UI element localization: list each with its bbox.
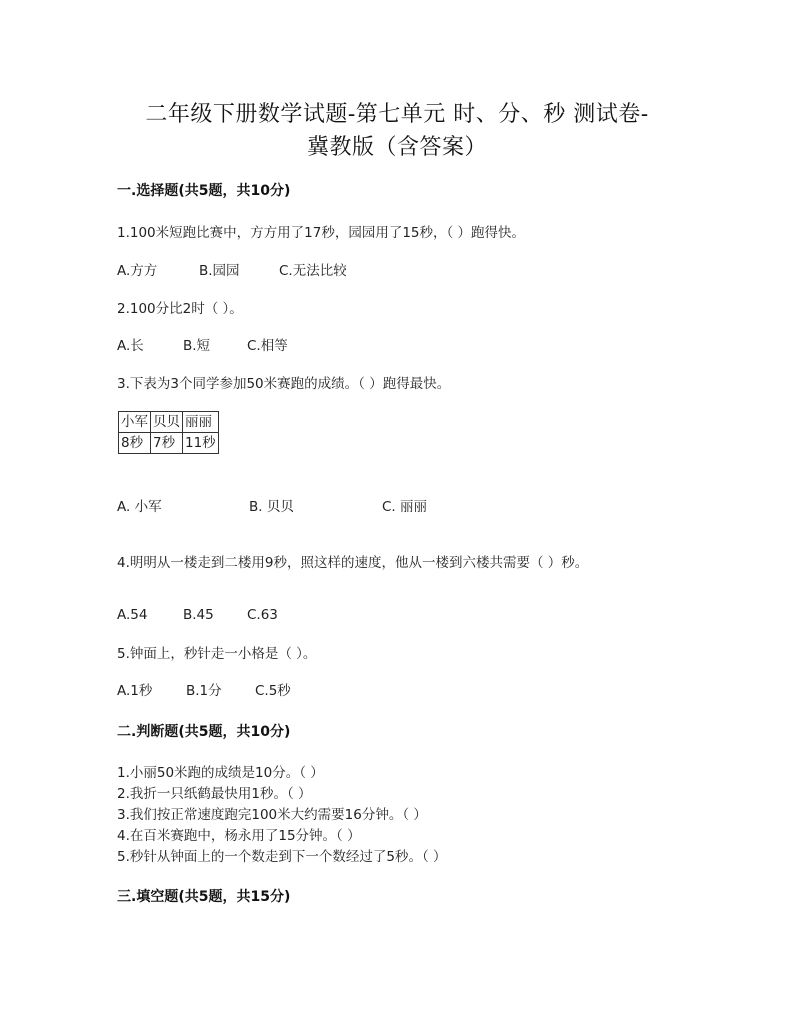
score-table-header-cell: 贝贝 bbox=[151, 412, 183, 433]
score-table-header-cell: 丽丽 bbox=[183, 412, 219, 433]
question-5-option-c: C.5秒 bbox=[255, 683, 291, 699]
question-3-option-b: B. 贝贝 bbox=[249, 499, 294, 515]
score-table-value-cell: 8秒 bbox=[119, 433, 151, 454]
judgement-item: 1.小丽50米跑的成绩是10分。（ ） bbox=[117, 765, 324, 781]
question-1-text: 1.100米短跑比赛中，方方用了17秒，园园用了15秒，（ ）跑得快。 bbox=[117, 225, 526, 241]
judgement-item: 4.在百米赛跑中，杨永用了15分钟。（ ） bbox=[117, 828, 361, 844]
score-table-value-cell: 7秒 bbox=[151, 433, 183, 454]
question-5-option-b: B.1分 bbox=[186, 683, 222, 699]
question-1-option-c: C.无法比较 bbox=[279, 263, 347, 279]
question-5-option-a: A.1秒 bbox=[117, 683, 153, 699]
score-table-value-cell: 11秒 bbox=[183, 433, 219, 454]
score-table bbox=[118, 411, 219, 454]
question-1-option-b: B.园园 bbox=[199, 263, 240, 279]
question-3-text: 3.下表为3个同学参加50米赛跑的成绩。（ ）跑得最快。 bbox=[117, 376, 451, 392]
question-2-option-a: A.长 bbox=[117, 338, 144, 354]
score-table-value-row bbox=[119, 433, 219, 454]
question-2-option-c: C.相等 bbox=[247, 338, 288, 354]
question-2-text: 2.100分比2时（ ）。 bbox=[117, 301, 243, 317]
judgement-list bbox=[117, 763, 447, 868]
section1-heading: 一.选择题(共5题，共10分) bbox=[117, 183, 291, 199]
question-2-option-b: B.短 bbox=[183, 338, 211, 354]
question-3-option-a: A. 小军 bbox=[117, 499, 162, 515]
question-3-option-c: C. 丽丽 bbox=[382, 499, 428, 515]
question-1-option-a: A.方方 bbox=[117, 263, 158, 279]
question-4-option-a: A.54 bbox=[117, 607, 148, 623]
section3-heading: 三.填空题(共5题，共15分) bbox=[117, 889, 291, 905]
document-title-line1: 二年级下册数学试题-第七单元 时、分、秒 测试卷- bbox=[145, 102, 649, 127]
score-table-header-row bbox=[119, 412, 219, 433]
judgement-item: 2.我折一只纸鹤最快用1秒。（ ） bbox=[117, 786, 312, 802]
question-4-option-b: B.45 bbox=[183, 607, 214, 623]
question-5-text: 5.钟面上，秒针走一小格是（ ）。 bbox=[117, 646, 317, 662]
judgement-item: 3.我们按正常速度跑完100米大约需要16分钟。（ ） bbox=[117, 807, 427, 823]
section2-heading: 二.判断题(共5题，共10分) bbox=[117, 724, 291, 740]
score-table-header-cell: 小军 bbox=[119, 412, 151, 433]
document-title-line2: 冀教版（含答案） bbox=[306, 135, 487, 160]
question-4-text: 4.明明从一楼走到二楼用9秒，照这样的速度，他从一楼到六楼共需要（ ）秒。 bbox=[117, 555, 589, 571]
question-4-option-c: C.63 bbox=[247, 607, 278, 623]
judgement-item: 5.秒针从钟面上的一个数走到下一个数经过了5秒。（ ） bbox=[117, 849, 447, 865]
